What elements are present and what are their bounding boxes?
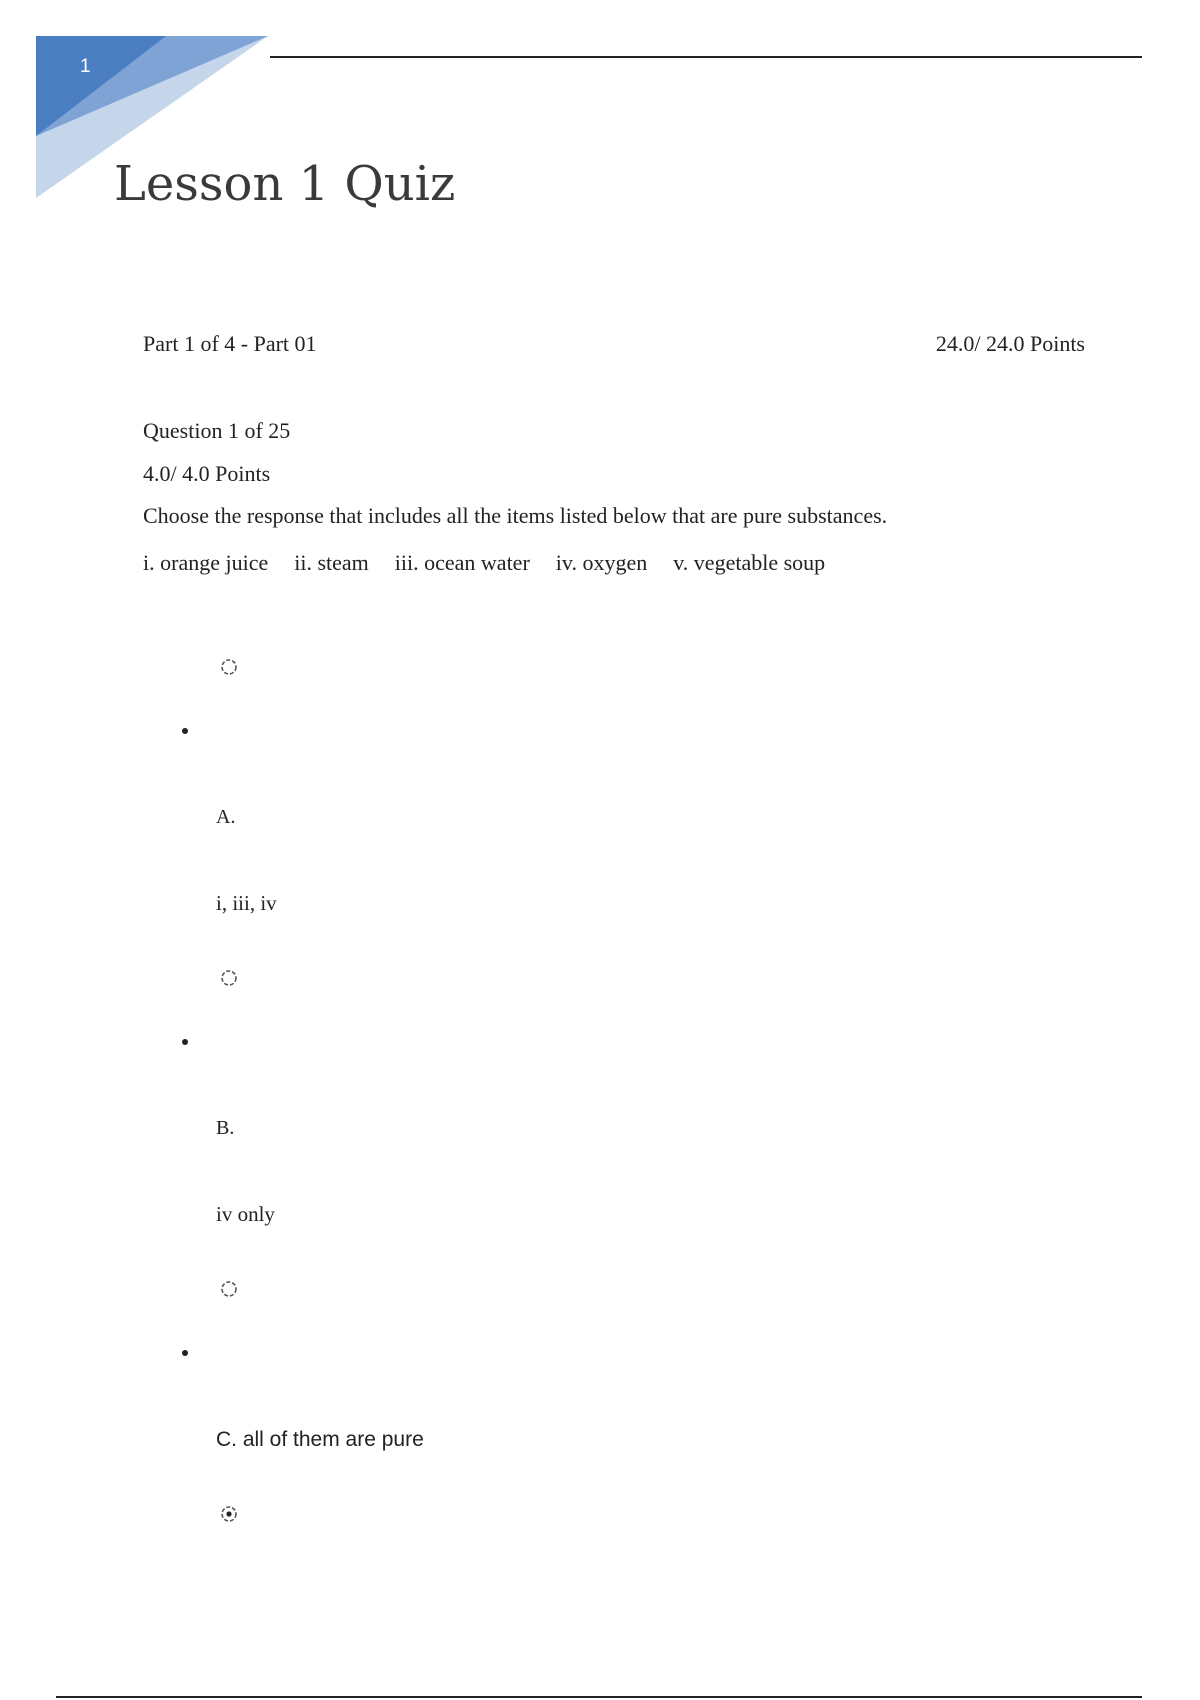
option-a-text: i, iii, iv <box>216 891 277 915</box>
question-text: Choose the response that includes all the items listed below that are pure substances. <box>143 503 888 528</box>
footer-rule <box>56 1696 1142 1698</box>
bullet-icon <box>182 1350 188 1356</box>
page-title: Lesson 1 Quiz <box>114 156 456 212</box>
option-b-letter: B. <box>216 1117 235 1139</box>
option-a-letter: A. <box>216 806 236 828</box>
radio-button-option-a[interactable] <box>220 658 238 676</box>
list-item: iii. ocean water <box>394 550 530 575</box>
bullet-icon <box>182 1039 188 1045</box>
part-points: 24.0/ 24.0 Points <box>935 331 1085 356</box>
question-items <box>143 550 851 576</box>
part-label: Part 1 of 4 - Part 01 <box>143 331 317 356</box>
option-b-text: iv only <box>216 1202 275 1226</box>
radio-button-option-b[interactable] <box>220 969 238 987</box>
header-rule <box>270 56 1142 58</box>
option-c-text: C. all of them are pure <box>216 1428 424 1451</box>
list-item: i. orange juice <box>143 550 269 575</box>
list-item: v. vegetable soup <box>673 550 826 575</box>
bullet-icon <box>182 728 188 734</box>
question-number: Question 1 of 25 <box>143 418 291 443</box>
page-number: 1 <box>80 56 91 77</box>
question-points: 4.0/ 4.0 Points <box>143 461 271 486</box>
list-item: ii. steam <box>294 550 369 575</box>
radio-button-option-c[interactable] <box>220 1280 238 1298</box>
radio-button-selected[interactable] <box>220 1505 238 1523</box>
list-item: iv. oxygen <box>555 550 648 575</box>
